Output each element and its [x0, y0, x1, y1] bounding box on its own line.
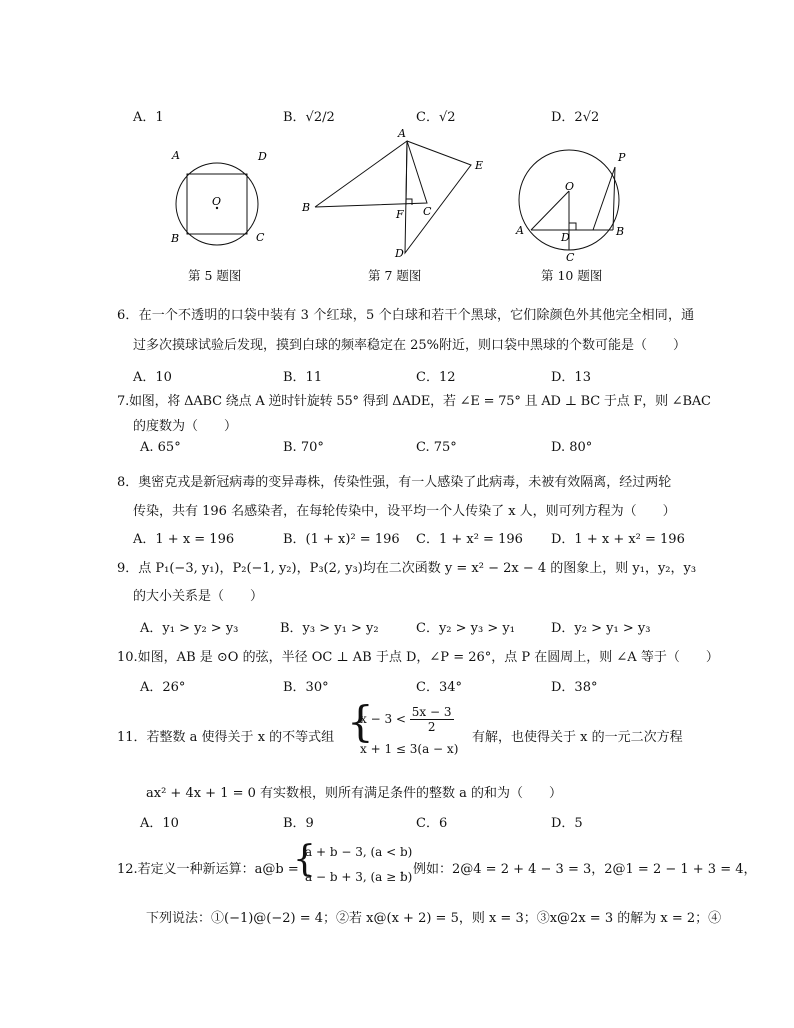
q6-option-c: C．12 — [416, 370, 456, 385]
fig10-label-c: C — [566, 251, 575, 264]
q9-option-b: B．y₃ > y₁ > y₂ — [280, 621, 379, 636]
q11-inequality-1 — [360, 705, 454, 734]
q6-text-line2: 过多次摸球试验后发现，摸到白球的频率稳定在 25%附近，则口袋中黑球的个数可能是（ ） — [133, 338, 687, 353]
q11-ineq1-numerator: 5x − 3 — [411, 705, 452, 719]
q8-option-b: B．(1 + x)² = 196 — [283, 532, 400, 547]
q6-option-a: A．10 — [133, 370, 172, 385]
q12-brace: { — [293, 839, 316, 880]
q7-option-d: D. 80° — [551, 440, 593, 455]
q7-option-b: B. 70° — [283, 440, 324, 455]
q9-option-c: C．y₂ > y₃ > y₁ — [416, 621, 515, 636]
figure-7-caption: 第 7 题图 — [368, 268, 422, 283]
fig7-label-d: D — [395, 247, 404, 260]
q11-ineq1-denominator: 2 — [427, 720, 436, 734]
fig10-label-d: D — [561, 231, 570, 244]
q12-case-1: a + b − 3, (a < b) — [305, 845, 413, 859]
q9-text-line2: 的大小关系是（ ） — [133, 589, 264, 604]
q5-option-a: A．1 — [133, 110, 164, 125]
figure-7-diagram — [295, 125, 495, 265]
q7-text-line2: 的度数为（ ） — [133, 419, 238, 434]
q11-option-d: D．5 — [551, 816, 583, 831]
q10-option-c: C．34° — [416, 680, 462, 695]
q11-text-suffix: 有解，也使得关于 x 的一元二次方程 — [472, 730, 683, 745]
fig10-label-a: A — [516, 224, 524, 237]
q10-option-d: D．38° — [551, 680, 598, 695]
q8-option-d: D．1 + x + x² = 196 — [551, 532, 685, 547]
q6-option-d: D．13 — [551, 370, 591, 385]
q8-option-a: A．1 + x = 196 — [133, 532, 235, 547]
q11-text-prefix: 11．若整数 a 使得关于 x 的不等式组 — [117, 730, 335, 745]
q12-text-prefix: 12.若定义一种新运算：a@b = — [117, 862, 299, 877]
q10-option-a: A．26° — [140, 680, 186, 695]
q6-text-line1: 6．在一个不透明的口袋中装有 3 个红球，5 个白球和若干个黑球，它们除颜色外其他完全相同，通 — [117, 308, 695, 323]
q8-text-line1: 8．奥密克戎是新冠病毒的变异毒株，传染性强，有一人感染了此病毒，未被有效隔离，经过两轮 — [117, 475, 672, 490]
q11-option-b: B．9 — [283, 816, 314, 831]
q11-option-a: A．10 — [140, 816, 179, 831]
fig7-label-e: E — [475, 159, 484, 172]
q11-option-c: C．6 — [416, 816, 448, 831]
figure-5-caption: 第 5 题图 — [188, 268, 242, 283]
fig10-label-o: O — [565, 180, 575, 193]
fig7-label-a: A — [398, 127, 406, 140]
q7-option-a: A. 65° — [140, 440, 181, 455]
fig5-label-o: O — [212, 195, 222, 208]
fig7-label-c: C — [423, 205, 432, 218]
q8-text-line2: 传染，共有 196 名感染者，在每轮传染中，设平均一个人传染了 x 人，则可列方程为（ ） — [133, 504, 676, 519]
q8-option-c: C．1 + x² = 196 — [416, 532, 523, 547]
q11-ineq1-left: x − 3 < — [360, 712, 406, 726]
q12-text-line2: 下列说法：①(−1)@(−2) = 4；②若 x@(x + 2) = 5，则 x = 3；③x@2x = 3 的解为 x = 2；④ — [146, 911, 722, 926]
fig5-label-d: D — [258, 150, 267, 163]
fig5-label-b: B — [171, 232, 180, 245]
figure-10-caption: 第 10 题图 — [541, 268, 603, 283]
q5-option-c: C．√2 — [416, 110, 456, 125]
q12-case-2: a − b + 3, (a ≥ b) — [305, 870, 413, 884]
q10-text-line1: 10.如图，AB 是 ⊙O 的弦，半径 OC ⊥ AB 于点 D，∠P = 26°，点 P 在圆周上，则 ∠A 等于（ ） — [117, 650, 719, 665]
fig7-label-b: B — [302, 201, 311, 214]
q5-option-d: D．2√2 — [551, 110, 600, 125]
q7-text-line1: 7.如图，将 ΔABC 绕点 A 逆时针旋转 55° 得到 ΔADE，若 ∠E = 75° 且 AD ⊥ BC 于点 F，则 ∠BAC — [117, 394, 711, 409]
q9-text-line1: 9．点 P₁(−3, y₁)，P₂(−1, y₂)，P₃(2, y₃)均在二次函数 y = x² − 2x − 4 的图象上，则 y₁，y₂，y₃ — [117, 561, 697, 576]
q5-option-b: B．√2/2 — [283, 110, 335, 125]
fig10-label-p: P — [618, 151, 626, 164]
q7-option-c: C. 75° — [416, 440, 457, 455]
q11-ineq1-fraction — [410, 705, 454, 734]
fig5-label-c: C — [256, 231, 265, 244]
q10-option-b: B．30° — [283, 680, 329, 695]
q12-text-suffix: ，例如：2@4 = 2 + 4 − 3 = 3，2@1 = 2 − 1 + 3 = 4， — [400, 862, 757, 877]
fig10-label-b: B — [616, 225, 625, 238]
figure-5-diagram — [160, 140, 280, 248]
q9-option-a: A．y₁ > y₂ > y₃ — [140, 621, 239, 636]
q11-brace: { — [347, 697, 374, 746]
q9-option-d: D．y₂ > y₁ > y₃ — [551, 621, 651, 636]
q11-text-line2: ax² + 4x + 1 = 0 有实数根，则所有满足条件的整数 a 的和为（ ） — [146, 786, 563, 801]
figure-10-diagram — [505, 145, 635, 265]
fig5-label-a: A — [172, 149, 180, 162]
fig7-label-f: F — [396, 208, 404, 221]
q11-inequality-2: x + 1 ≤ 3(a − x) — [360, 742, 459, 756]
q6-option-b: B．11 — [283, 370, 323, 385]
